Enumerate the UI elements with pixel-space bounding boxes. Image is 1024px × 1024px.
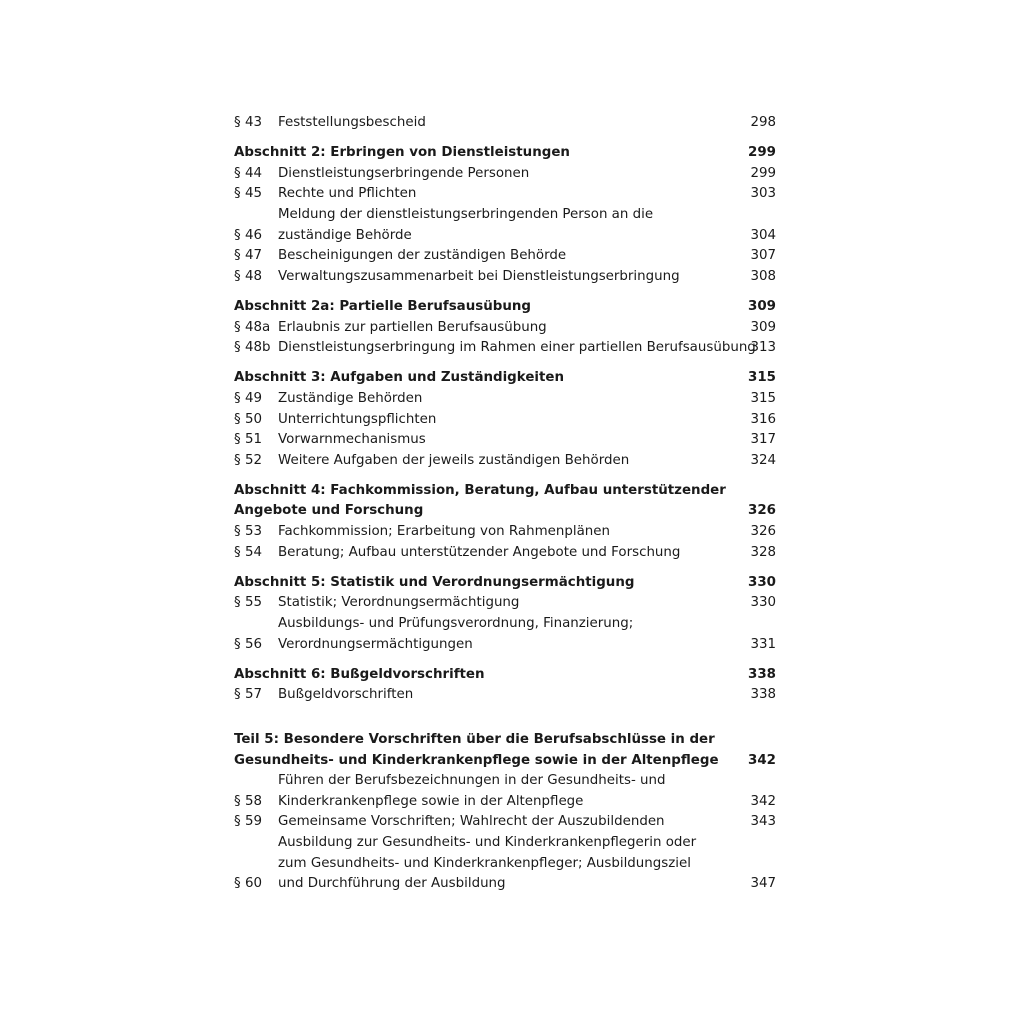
page-number: 316 (750, 411, 776, 427)
toc-section-heading[interactable] (234, 481, 776, 522)
entry-title-line: Vorwarnmechanismus (278, 432, 426, 448)
paragraph-number: § 55 (234, 595, 262, 611)
entry-title (278, 593, 736, 614)
entry-title (278, 164, 736, 185)
page-number: 304 (750, 227, 776, 243)
page-number: 313 (750, 340, 776, 356)
entry-title-line: Verwaltungszusammenarbeit bei Dienstleistungserbringung (278, 268, 680, 284)
entry-title (234, 297, 736, 318)
toc-entry[interactable] (234, 164, 776, 185)
toc-entry[interactable] (234, 205, 776, 246)
entry-title-line: Abschnitt 5: Statistik und Verordnungsermächtigung (234, 574, 635, 590)
toc-entry[interactable] (234, 812, 776, 833)
entry-title-line: Meldung der dienstleistungserbringenden Person an die (278, 206, 654, 222)
entry-title (234, 143, 736, 164)
page-number: 331 (750, 636, 776, 652)
entry-title (278, 318, 736, 339)
entry-title (278, 543, 736, 564)
entry-title (278, 184, 736, 205)
page-number: 326 (748, 503, 776, 519)
table-of-contents (234, 113, 776, 895)
entry-title-line: Weitere Aufgaben der jeweils zuständigen Behörden (278, 452, 630, 468)
toc-section-heading[interactable] (234, 297, 776, 318)
entry-title-line: Beratung; Aufbau unterstützender Angebote und Forschung (278, 544, 681, 560)
paragraph-number: § 48a (234, 319, 271, 335)
page-number: 299 (748, 145, 776, 161)
entry-title-line: Ausbildungs- und Prüfungsverordnung, Finanzierung; (278, 616, 634, 632)
entry-title-line: Erlaubnis zur partiellen Berufsausübung (278, 319, 547, 335)
entry-title (234, 481, 736, 522)
entry-title (278, 410, 736, 431)
entry-title-line: Unterrichtungspflichten (278, 411, 437, 427)
entry-title-line: Abschnitt 2a: Partielle Berufsausübung (234, 298, 531, 314)
page-number: 338 (748, 666, 776, 682)
toc-entry[interactable] (234, 184, 776, 205)
paragraph-number: § 53 (234, 524, 262, 540)
toc-entry[interactable] (234, 338, 776, 359)
page-number: 338 (750, 687, 776, 703)
paragraph-number: § 49 (234, 390, 262, 406)
entry-title-line: Kinderkrankenpflege sowie in der Altenpflege (278, 793, 584, 809)
entry-title-line: und Durchführung der Ausbildung (278, 876, 506, 892)
entry-title-line: Zuständige Behörden (278, 390, 423, 406)
entry-title (234, 573, 736, 594)
entry-title-line: Bescheinigungen der zuständigen Behörde (278, 248, 567, 264)
entry-title-line: Abschnitt 6: Bußgeldvorschriften (234, 666, 485, 682)
entry-title (278, 113, 736, 134)
entry-title (278, 389, 736, 410)
entry-title (278, 522, 736, 543)
toc-entry[interactable] (234, 113, 776, 134)
entry-title-line: Bußgeldvorschriften (278, 687, 414, 703)
entry-title (234, 665, 736, 686)
entry-title (278, 771, 736, 812)
page-number: 347 (750, 876, 776, 892)
paragraph-number: § 48 (234, 268, 262, 284)
paragraph-number: § 48b (234, 340, 271, 356)
toc-entry[interactable] (234, 543, 776, 564)
entry-title-line: Abschnitt 3: Aufgaben und Zuständigkeiten (234, 370, 565, 386)
paragraph-number: § 43 (234, 115, 262, 130)
entry-title-line: Dienstleistungserbringende Personen (278, 165, 530, 181)
paragraph-number: § 45 (234, 186, 262, 202)
entry-title-line: Rechte und Pflichten (278, 186, 417, 202)
toc-section-heading[interactable] (234, 368, 776, 389)
toc-section-heading[interactable] (234, 665, 776, 686)
page-number: 328 (750, 544, 776, 560)
entry-title (278, 246, 736, 267)
toc-entry[interactable] (234, 771, 776, 812)
entry-title-line: Statistik; Verordnungsermächtigung (278, 595, 520, 611)
paragraph-number: § 50 (234, 411, 262, 427)
page-number: 330 (750, 595, 776, 611)
paragraph-number: § 47 (234, 248, 262, 264)
page-number: 324 (750, 452, 776, 468)
paragraph-number: § 51 (234, 432, 262, 448)
entry-title (278, 833, 736, 895)
page-number: 326 (750, 524, 776, 540)
entry-title-line: Führen der Berufsbezeichnungen in der Gesundheits- und (278, 773, 666, 789)
entry-title-line: Gemeinsame Vorschriften; Wahlrecht der Auszubildenden (278, 814, 665, 830)
page-number: 307 (750, 248, 776, 264)
paragraph-number: § 60 (234, 876, 262, 892)
paragraph-number: § 52 (234, 452, 262, 468)
paragraph-number: § 56 (234, 636, 262, 652)
toc-entry[interactable] (234, 522, 776, 543)
entry-title-line: Abschnitt 4: Fachkommission, Beratung, Aufbau unterstützender (234, 482, 726, 498)
entry-title-line: Ausbildung zur Gesundheits- und Kinderkrankenpflegerin oder (278, 834, 697, 850)
entry-title (234, 368, 736, 389)
entry-title-line: Fachkommission; Erarbeitung von Rahmenplänen (278, 524, 611, 540)
page-number: 309 (750, 319, 776, 335)
entry-title-line: zuständige Behörde (278, 227, 412, 243)
page-number: 315 (748, 370, 776, 386)
toc-entry[interactable] (234, 593, 776, 614)
toc-entry[interactable] (234, 410, 776, 431)
toc-entry[interactable] (234, 451, 776, 472)
entry-title-line: Abschnitt 2: Erbringen von Dienstleistungen (234, 145, 570, 161)
entry-title-line: Dienstleistungserbringung im Rahmen einer partiellen Berufsausübung (278, 340, 756, 356)
paragraph-number: § 46 (234, 227, 262, 243)
toc-entry[interactable] (234, 685, 776, 706)
toc-section-heading[interactable] (234, 573, 776, 594)
entry-title-line: Feststellungsbescheid (278, 115, 426, 130)
entry-title (234, 730, 736, 771)
toc-entry[interactable] (234, 430, 776, 451)
page-number: 298 (750, 115, 776, 130)
entry-title (278, 430, 736, 451)
toc-entry[interactable] (234, 389, 776, 410)
toc-entry[interactable] (234, 614, 776, 655)
entry-title-line: Verordnungsermächtigungen (278, 636, 473, 652)
toc-entry[interactable] (234, 246, 776, 267)
paragraph-number: § 58 (234, 793, 262, 809)
page-number: 308 (750, 268, 776, 284)
page-number: 342 (750, 793, 776, 809)
paragraph-number: § 59 (234, 814, 262, 830)
page-number: 315 (750, 390, 776, 406)
toc-entry[interactable] (234, 833, 776, 895)
toc-entry[interactable] (234, 267, 776, 288)
toc-section-heading[interactable] (234, 143, 776, 164)
page-number: 343 (750, 814, 776, 830)
page-number: 299 (750, 165, 776, 181)
paragraph-number: § 54 (234, 544, 262, 560)
entry-title-line: Gesundheits- und Kinderkrankenpflege sowie in der Altenpflege (234, 752, 719, 768)
entry-title (278, 614, 736, 655)
toc-part-heading[interactable] (234, 730, 776, 771)
page-number: 303 (750, 186, 776, 202)
entry-title (278, 338, 756, 359)
page-number: 309 (748, 298, 776, 314)
entry-title (278, 451, 736, 472)
entry-title-line: zum Gesundheits- und Kinderkrankenpfleger; Ausbildungsziel (278, 855, 691, 871)
entry-title (278, 812, 736, 833)
paragraph-number: § 57 (234, 687, 262, 703)
toc-entry[interactable] (234, 318, 776, 339)
paragraph-number: § 44 (234, 165, 262, 181)
page-number: 342 (748, 752, 776, 768)
entry-title (278, 267, 736, 288)
page-number: 330 (748, 574, 776, 590)
entry-title-line: Angebote und Forschung (234, 503, 424, 519)
entry-title (278, 685, 736, 706)
entry-title (278, 205, 736, 246)
entry-title-line: Teil 5: Besondere Vorschriften über die Berufsabschlüsse in der (234, 732, 715, 747)
page-number: 317 (750, 432, 776, 448)
